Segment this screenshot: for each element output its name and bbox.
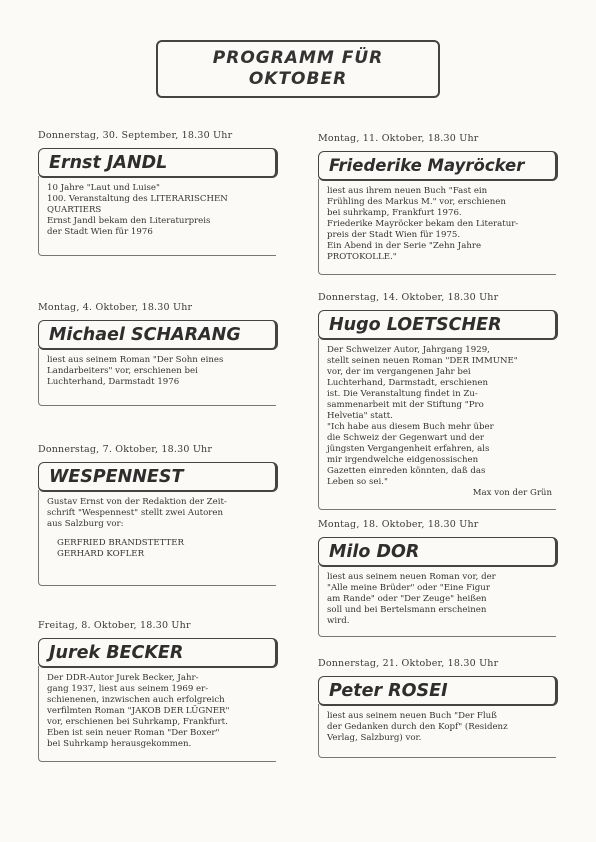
description-line: Verlag, Salzburg) vor. xyxy=(327,733,422,743)
description-line: "Alle meine Brüder" oder "Eine Figur xyxy=(327,583,490,593)
event-date: Donnerstag, 21. Oktober, 18.30 Uhr xyxy=(318,658,499,669)
description-line: verfilmten Roman "JAKOB DER LÜGNER" xyxy=(47,706,230,716)
description-line: die Schweiz der Gegenwart und der xyxy=(327,433,485,443)
description-line: bei suhrkamp, Frankfurt 1976. xyxy=(327,208,462,218)
event-date: Donnerstag, 30. September, 18.30 Uhr xyxy=(38,130,233,141)
event-description xyxy=(318,704,556,758)
description-line: Gustav Ernst von der Redaktion der Zeit- xyxy=(47,497,227,507)
event-date: Freitag, 8. Oktober, 18.30 Uhr xyxy=(38,620,191,631)
event-name-box xyxy=(318,537,558,567)
description-line: liest aus seinem neuen Buch "Der Fluß xyxy=(327,711,497,721)
description-line: Frühling des Markus M." vor, erschienen xyxy=(327,197,506,207)
description-line: preis der Stadt Wien für 1975. xyxy=(327,230,461,240)
author-name: GERHARD KOFLER xyxy=(57,549,145,559)
description-line: Gazetten einreden könnten, daß das xyxy=(327,466,486,476)
event-date: Montag, 18. Oktober, 18.30 Uhr xyxy=(318,519,479,530)
description-line: Luchterhand, Darmstadt, erschienen xyxy=(327,378,489,388)
author-name: GERFRIED BRANDSTETTER xyxy=(57,538,184,548)
event-name: Michael SCHARANG xyxy=(49,324,241,345)
page-title xyxy=(156,40,440,98)
event-description xyxy=(318,565,556,637)
event-michael-scharang xyxy=(38,302,278,406)
description-line: schienenen, inzwischen auch erfolgreich xyxy=(47,695,225,705)
event-date: Montag, 4. Oktober, 18.30 Uhr xyxy=(38,302,193,313)
event-name-box xyxy=(318,151,558,181)
description-line: vor, der im vergangenen Jahr bei xyxy=(327,367,471,377)
event-name-box xyxy=(38,148,278,178)
description-line: sammenarbeit mit der Stiftung "Pro xyxy=(327,400,484,410)
page-title-line-1: PROGRAMM FÜR xyxy=(212,48,384,68)
event-name: Jurek BECKER xyxy=(49,642,184,663)
event-name: Friederike Mayröcker xyxy=(329,156,525,175)
event-friederike-mayroecker xyxy=(318,133,558,275)
description-line: vor, erschienen bei Suhrkamp, Frankfurt. xyxy=(47,717,228,727)
description-line: "Ich habe aus diesem Buch mehr über xyxy=(327,422,494,432)
event-name: Peter ROSEI xyxy=(329,680,448,701)
event-name: Hugo LOETSCHER xyxy=(329,314,502,335)
description-line: wird. xyxy=(327,616,350,626)
event-wespennest xyxy=(38,444,278,586)
event-date: Montag, 11. Oktober, 18.30 Uhr xyxy=(318,133,479,144)
description-line: Helvetia" statt. xyxy=(327,411,393,421)
event-ernst-jandl xyxy=(38,130,278,256)
description-line: liest aus ihrem neuen Buch "Fast ein xyxy=(327,186,488,196)
description-line: Luchterhand, Darmstadt 1976 xyxy=(47,377,180,387)
description-line: bei Suhrkamp herausgekommen. xyxy=(47,739,192,749)
event-name: Ernst JANDL xyxy=(49,152,168,173)
description-line: 100. Veranstaltung des LITERARISCHEN xyxy=(47,194,228,204)
event-name: Milo DOR xyxy=(329,541,420,562)
description-line: Leben so sei." xyxy=(327,477,388,487)
description-line: Friederike Mayröcker bekam den Literatur- xyxy=(327,219,519,229)
description-line: schrift "Wespennest" stellt zwei Autoren xyxy=(47,508,224,518)
event-description xyxy=(38,176,276,256)
description-line: ist. Die Veranstaltung findet in Zu- xyxy=(327,389,478,399)
description-line: PROTOKOLLE." xyxy=(327,252,397,262)
event-hugo-loetscher xyxy=(318,292,558,510)
description-line: stellt seinen neuen Roman "DER IMMUNE" xyxy=(327,356,518,366)
description-line: mir irgendwelche eidgenossischen xyxy=(327,455,479,465)
description-line: Ein Abend in der Serie "Zehn Jahre xyxy=(327,241,482,251)
event-peter-rosei xyxy=(318,658,558,758)
description-line: jüngsten Vergangenheit erfahren, als xyxy=(327,444,490,454)
event-date: Donnerstag, 14. Oktober, 18.30 Uhr xyxy=(318,292,499,303)
event-name-box xyxy=(318,676,558,706)
event-date: Donnerstag, 7. Oktober, 18.30 Uhr xyxy=(38,444,213,455)
event-milo-dor xyxy=(318,519,558,637)
event-description xyxy=(38,666,276,762)
description-line: QUARTIERS xyxy=(47,205,102,215)
description-line: liest aus seinem neuen Roman vor, der xyxy=(327,572,496,582)
event-description xyxy=(318,179,556,275)
description-line: Ernst Jandl bekam den Literaturpreis xyxy=(47,216,211,226)
description-line: soll und bei Bertelsmann erscheinen xyxy=(327,605,487,615)
page-title-line-2: OKTOBER xyxy=(248,69,348,89)
description-line: Landarbeiters" vor, erschienen bei xyxy=(47,366,198,376)
event-description xyxy=(318,338,556,510)
description-line: liest aus seinem Roman "Der Sohn eines xyxy=(47,355,224,365)
description-line: Der DDR-Autor Jurek Becker, Jahr- xyxy=(47,673,199,683)
description-line: 10 Jahre "Laut und Luise" xyxy=(47,183,160,193)
event-name: WESPENNEST xyxy=(49,466,184,487)
event-name-box xyxy=(38,320,278,350)
description-line: Der Schweizer Autor, Jahrgang 1929, xyxy=(327,345,490,355)
event-name-box xyxy=(38,462,278,492)
quote-signature: Max von der Grün xyxy=(472,488,552,498)
description-line: aus Salzburg vor: xyxy=(47,519,124,529)
event-jurek-becker xyxy=(38,620,278,762)
event-description xyxy=(38,490,276,586)
event-description xyxy=(38,348,276,406)
description-line: der Gedanken durch den Kopf" (Residenz xyxy=(327,722,508,732)
event-name-box xyxy=(318,310,558,340)
description-line: Eben ist sein neuer Roman "Der Boxer" xyxy=(47,728,220,738)
description-line: der Stadt Wien für 1976 xyxy=(47,227,153,237)
description-line: am Rande" oder "Der Zeuge" heißen xyxy=(327,594,487,604)
event-name-box xyxy=(38,638,278,668)
description-line: gang 1937, liest aus seinem 1969 er- xyxy=(47,684,209,694)
